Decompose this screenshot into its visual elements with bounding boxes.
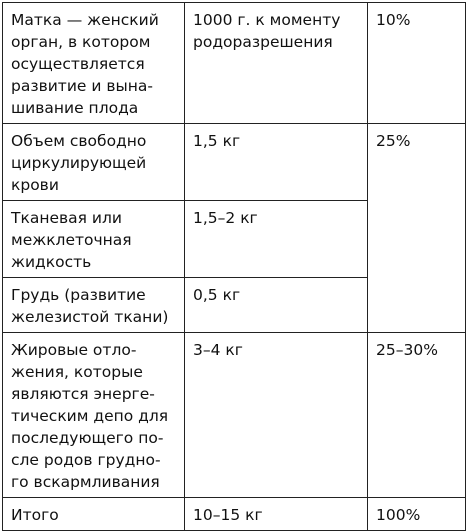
weight-cell: 1,5 кг [185,124,368,201]
weight-cell: 0,5 кг [185,278,368,333]
weight-cell: 1,5–2 кг [185,201,368,278]
organ-cell: Матка — женский орган, в котором осуществляется развитие и вына- шивание плода [3,3,185,124]
weight-cell: 10–15 кг [185,498,368,531]
organ-cell: Жировые отло- жения, которые являются энерге- тическим депо для последующего по- сле родов грудно- го вскармливания [3,333,185,498]
table-row [3,333,466,498]
table-row [3,498,466,531]
weight-distribution-table [2,2,466,531]
weight-cell: 1000 г. к моменту родоразрешения [185,3,368,124]
percent-cell: 10% [368,3,466,124]
organ-cell: Тканевая или межклеточная жидкость [3,201,185,278]
percent-cell: 100% [368,498,466,531]
table-row [3,3,466,124]
organ-cell: Итого [3,498,185,531]
percent-cell: 25% [368,124,466,333]
organ-cell: Грудь (развитие железистой ткани) [3,278,185,333]
organ-cell: Объем свободно циркулирующей крови [3,124,185,201]
percent-cell: 25–30% [368,333,466,498]
weight-cell: 3–4 кг [185,333,368,498]
table-row [3,124,466,201]
